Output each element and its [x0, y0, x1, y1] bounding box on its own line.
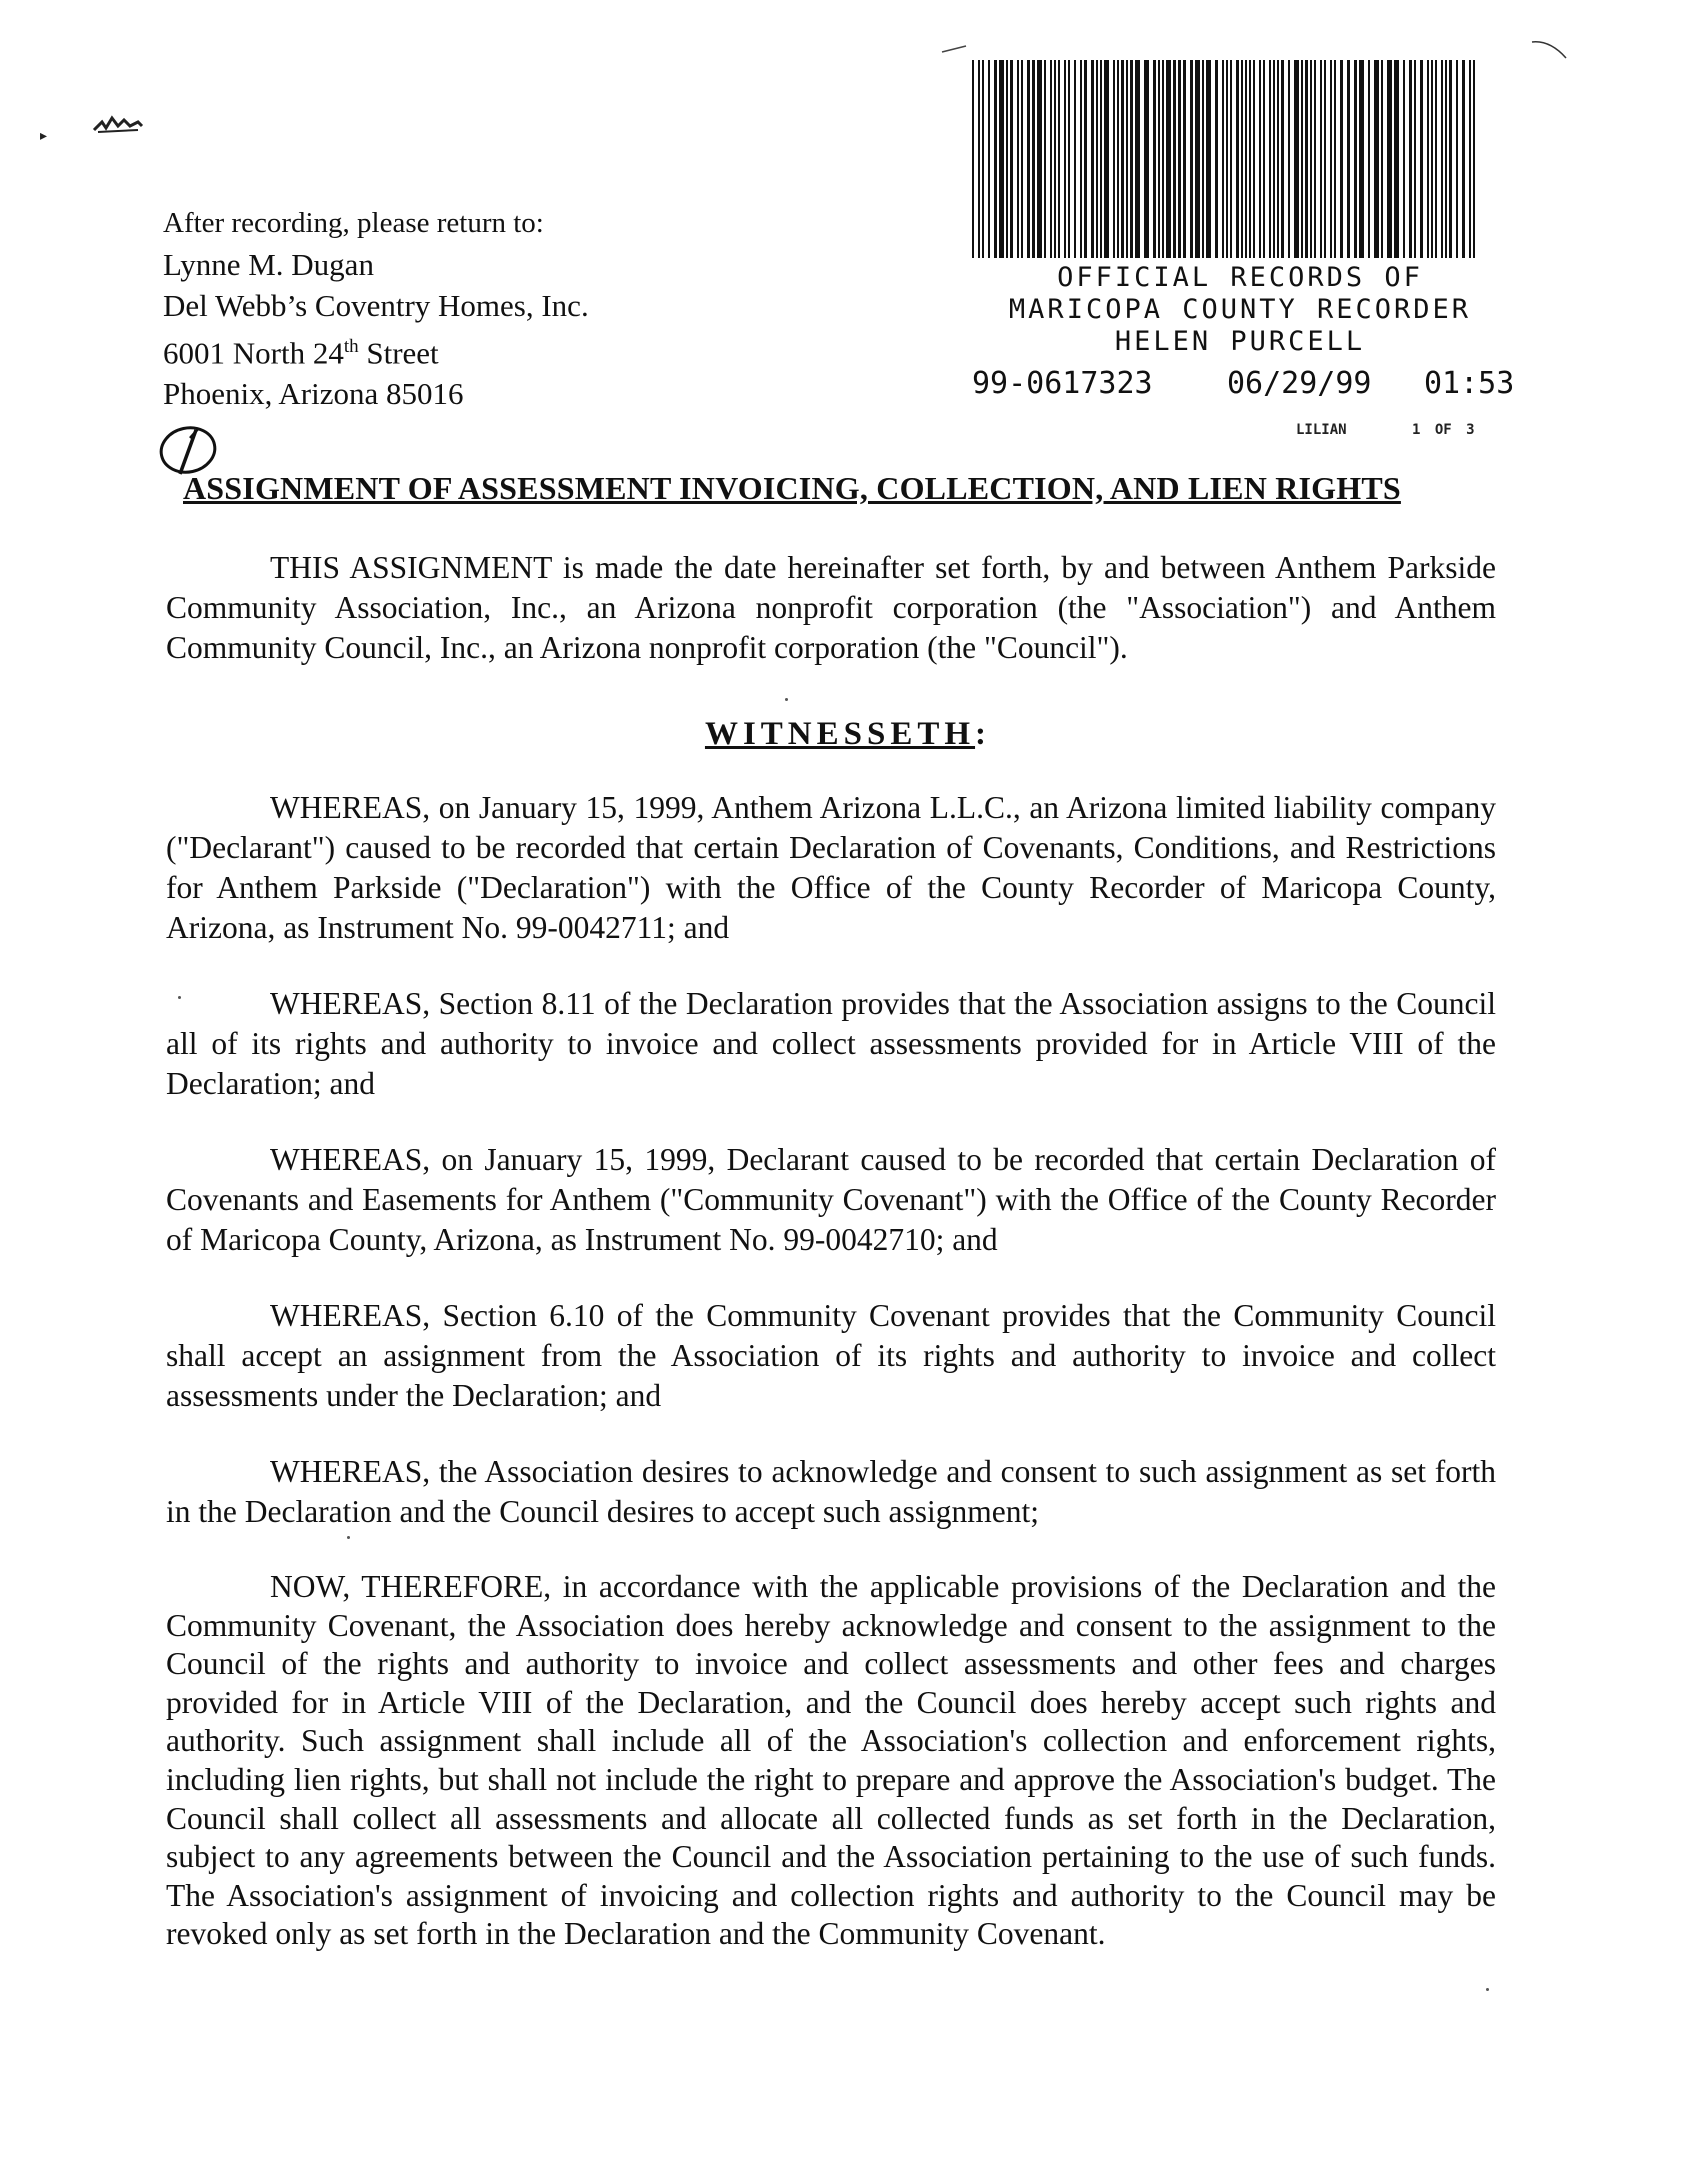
barcode-bar: [1178, 60, 1181, 258]
barcode-bar: [1222, 60, 1224, 258]
barcode-bar: [1347, 60, 1350, 258]
whereas-paragraph-3: WHEREAS, on January 15, 1999, Declarant caused to be recorded that certain Declaration of Covenants and Easements for Anthem ("Community Covenant") with the Office of the County Recorder of Maricopa County, Arizona, as Instrument No. 99-0042710; and: [166, 1142, 1496, 1257]
barcode-bar: [1277, 60, 1279, 258]
return-street: [163, 326, 589, 373]
scan-artifact-corner: [1530, 38, 1570, 62]
barcode-bar: [1017, 60, 1019, 258]
barcode-bar: [1195, 60, 1200, 258]
barcode-bar: [1368, 60, 1370, 258]
recording-date: 06/29/99: [1227, 366, 1372, 401]
recording-time: 01:53: [1424, 366, 1515, 401]
barcode-bar: [1288, 60, 1290, 258]
barcode-bar: [1305, 60, 1308, 258]
barcode-bar: [1068, 60, 1070, 258]
document-title: ASSIGNMENT OF ASSESSMENT INVOICING, COLLECTION, AND LIEN RIGHTS: [183, 470, 1401, 506]
barcode-bar: [1006, 60, 1008, 258]
return-address-block: [163, 203, 589, 414]
barcode-bar: [1441, 60, 1443, 258]
barcode-bar: [1449, 60, 1452, 258]
barcode-bar: [1249, 60, 1251, 258]
barcode-bar: [1320, 60, 1322, 258]
barcode-bar: [1080, 60, 1082, 258]
barcode-bar: [1084, 60, 1087, 258]
barcode-bar: [1473, 60, 1475, 258]
barcode-bar: [1100, 60, 1102, 258]
barcode-bar: [1010, 60, 1013, 258]
barcode-bar: [1215, 60, 1218, 258]
barcode-bar: [1091, 60, 1094, 258]
street-word: Street: [358, 335, 439, 371]
barcode-bar: [1334, 60, 1336, 258]
scan-artifact-dash: [940, 44, 970, 54]
whereas-paragraph-1: WHEREAS, on January 15, 1999, Anthem Arizona L.L.C., an Arizona limited liability company ("Declarant") caused to be recorded that certain Declaration of Covenants, Conditions, and Restrictions for Anthem Parkside ("Declaration") with the Office of the County Recorder of Maricopa County, Arizona, as Instrument No. 99-0042711; and: [166, 790, 1496, 945]
barcode-bar: [1330, 60, 1332, 258]
scan-artifact-scribble: [92, 112, 144, 136]
return-company: Del Webb’s Coventry Homes, Inc.: [163, 288, 589, 323]
barcode-bar: [1113, 60, 1115, 258]
recorder-stamp: [960, 262, 1520, 358]
barcode-bar: [1314, 60, 1316, 258]
barcode-bar: [1021, 60, 1023, 258]
barcode-bar: [972, 60, 974, 258]
barcode-bar: [1431, 60, 1433, 258]
street-ordinal: th: [343, 336, 359, 357]
barcode-bar: [1245, 60, 1247, 258]
barcode-bar: [1241, 60, 1243, 258]
barcode-bar: [1324, 60, 1326, 258]
barcode-bar: [1273, 60, 1275, 258]
street-number: 6001 North 24: [163, 335, 344, 371]
barcode-bar: [994, 60, 997, 258]
barcode-bar: [1236, 60, 1239, 258]
barcode-bar: [1310, 60, 1312, 258]
barcode-bar: [1387, 60, 1392, 258]
page-count: 1 OF 3: [1412, 422, 1475, 438]
barcode-bar: [1162, 60, 1164, 258]
scan-speck: [1486, 1988, 1489, 1991]
barcode-bar: [1130, 60, 1133, 258]
barcode-bar: [1420, 60, 1423, 258]
scan-artifact-mark: ▸: [40, 128, 48, 144]
barcode-bar: [988, 60, 990, 258]
barcode-bar: [1354, 60, 1357, 258]
barcode-bar: [1230, 60, 1232, 258]
barcode-bar: [1144, 60, 1149, 258]
recorder-clerk: LILIAN: [1296, 422, 1347, 438]
recorder-line-1: OFFICIAL RECORDS OF: [1057, 262, 1423, 293]
barcode-bar: [1158, 60, 1160, 258]
barcode-bar: [1064, 60, 1066, 258]
barcode-bar: [1096, 60, 1098, 258]
barcode-bar: [1190, 60, 1193, 258]
barcode-bar: [1427, 60, 1429, 258]
barcode-bar: [1166, 60, 1171, 258]
barcode-bar: [1281, 60, 1284, 258]
barcode-bar: [1153, 60, 1156, 258]
barcode-bar: [1394, 60, 1399, 258]
return-name: Lynne M. Dugan: [163, 247, 374, 282]
whereas-paragraph-5: WHEREAS, the Association desires to acknowledge and consent to such assignment as set forth in the Declaration and the Council desires to accept such assignment;: [166, 1454, 1496, 1529]
barcode-bar: [1050, 60, 1052, 258]
barcode-bar: [999, 60, 1004, 258]
witnesseth-heading: WITNESSETH:: [704, 716, 992, 752]
barcode-bar: [1435, 60, 1437, 258]
barcode-bar: [1135, 60, 1140, 258]
barcode-bar: [1259, 60, 1261, 258]
barcode-bar: [1403, 60, 1405, 258]
barcode-bar: [1462, 60, 1465, 258]
barcode-bar: [978, 60, 980, 258]
barcode-bar: [1409, 60, 1412, 258]
recorder-line-2: MARICOPA COUNTY RECORDER: [1008, 294, 1472, 325]
barcode-bar: [1469, 60, 1471, 258]
barcode-bar: [1037, 60, 1042, 258]
barcode-bar: [1054, 60, 1056, 258]
barcode-bar: [1340, 60, 1343, 258]
whereas-paragraph-4: WHEREAS, Section 6.10 of the Community Covenant provides that the Community Council shall accept an assignment from the Association of its rights and authority to invoice and collect assessments under the Declaration; and: [166, 1298, 1496, 1413]
barcode-bar: [1183, 60, 1186, 258]
now-therefore-paragraph: NOW, THEREFORE, in accordance with the applicable provisions of the Declaration and the Community Covenant, the Association does hereby acknowledge and consent to the assignment to the Council of the rights and authority to invoice and collect assessments and other fees and charges provided for in Article VIII of the Declaration, and the Council does hereby accept such rights and authority. Such assignment shall include all of the Association's collection and enforcement rights, including lien rights, but shall not include the right to prepare and approve the Association's budget. The Council shall collect all assessments and allocate all collected funds as set forth in the Declaration, subject to any agreements between the Council and the Association pertaining to the use of such funds. The Association's assignment of invoicing and collection rights and authority to the Council may be revoked only as set forth in the Declaration and the Community Covenant.: [166, 1569, 1496, 1952]
barcode-bar: [1226, 60, 1228, 258]
return-city: Phoenix, Arizona 85016: [163, 376, 464, 412]
barcode-bar: [1359, 60, 1364, 258]
recorder-line-3: HELEN PURCELL: [1114, 326, 1366, 357]
barcode-bar: [1027, 60, 1030, 258]
barcode-bar: [1294, 60, 1299, 258]
barcode-bar: [1263, 60, 1265, 258]
instrument-number: 99-0617323: [972, 366, 1153, 401]
barcode-graphic: [970, 60, 1480, 258]
barcode-bar: [1456, 60, 1458, 258]
barcode-bar: [1301, 60, 1303, 258]
intro-paragraph: THIS ASSIGNMENT is made the date hereinafter set forth, by and between Anthem Parkside Community Association, Inc., an Arizona nonprofit corporation (the "Association") and Anthem Community Council, Inc., an Arizona nonprofit corporation (the "Council").: [166, 550, 1496, 665]
barcode-bar: [1044, 60, 1046, 258]
barcode-bar: [1074, 60, 1076, 258]
barcode-bar: [1032, 60, 1035, 258]
barcode-bar: [1202, 60, 1204, 258]
barcode-bar: [1414, 60, 1416, 258]
barcode-bar: [1253, 60, 1255, 258]
whereas-paragraph-2: WHEREAS, Section 8.11 of the Declaration provides that the Association assigns to the Council all of its rights and authority to invoice and collect assessments provided for in Article VIII of the Declaration; and: [166, 986, 1496, 1101]
barcode-bar: [1269, 60, 1271, 258]
barcode-bar: [1445, 60, 1447, 258]
scan-speck: [347, 1536, 350, 1539]
barcode-bar: [1173, 60, 1176, 258]
witnesseth-text: WITNESSETH: [704, 716, 976, 752]
barcode-bar: [1206, 60, 1211, 258]
barcode-bar: [1117, 60, 1119, 258]
return-lead: After recording, please return to:: [163, 207, 544, 239]
scan-speck: [178, 996, 181, 999]
barcode-bar: [1126, 60, 1128, 258]
scan-speck: [785, 698, 788, 701]
barcode-bar: [1374, 60, 1379, 258]
barcode-bar: [1104, 60, 1109, 258]
barcode: [970, 60, 1480, 258]
barcode-bar: [1058, 60, 1060, 258]
barcode-bar: [1381, 60, 1383, 258]
barcode-bar: [982, 60, 984, 258]
barcode-bar: [1121, 60, 1124, 258]
